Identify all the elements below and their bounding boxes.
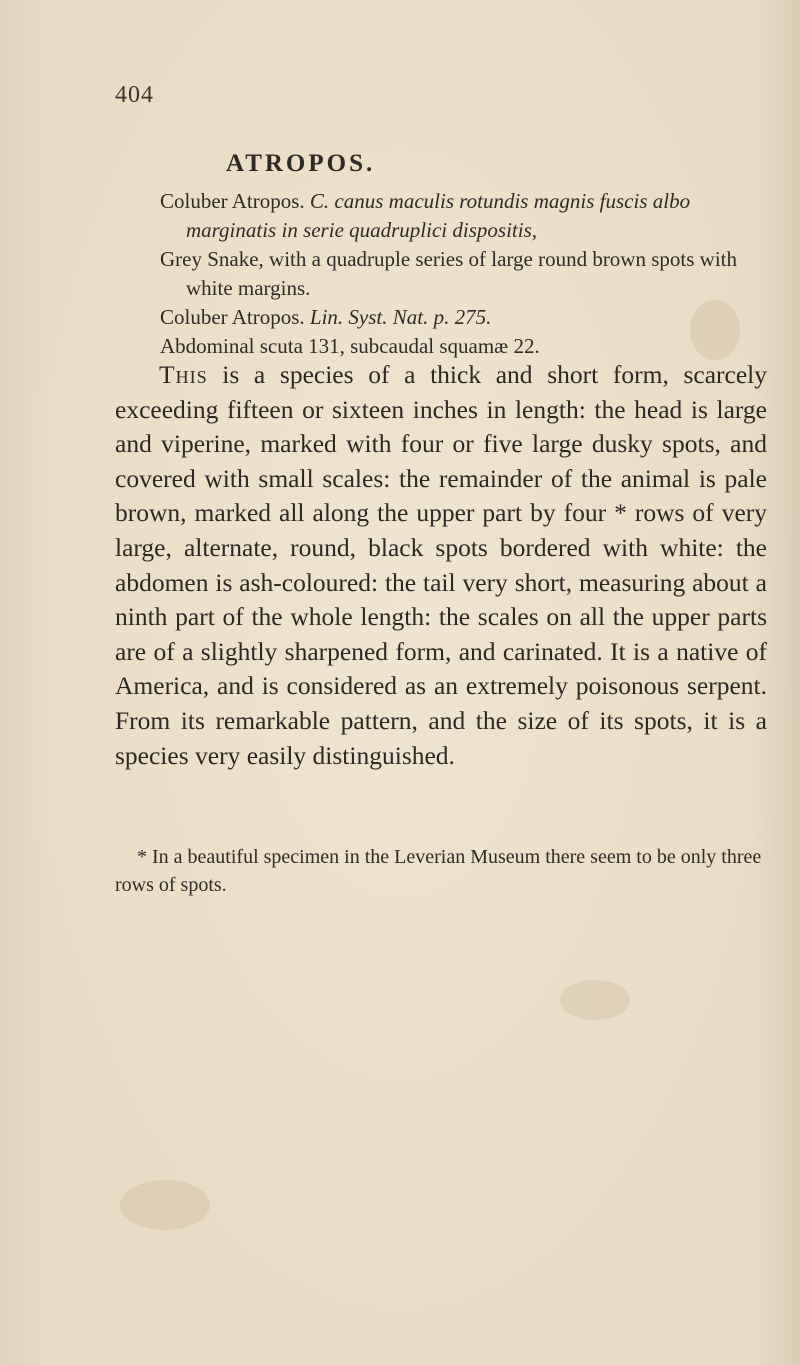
synonym-roman: Abdominal scuta 131, subcaudal squamæ 22. <box>160 334 540 358</box>
synonym-italic: Lin. Syst. Nat. p. 275. <box>309 305 492 329</box>
description-body <box>115 358 767 773</box>
synonym-entry <box>160 303 760 332</box>
running-title: ATROPOS. <box>226 150 376 177</box>
lead-word: This <box>159 360 208 389</box>
synonym-entry <box>160 332 760 361</box>
synonym-italic: C. canus maculis rotundis magnis fuscis albo marginatis in serie quadruplici dispositis, <box>186 189 691 242</box>
synonymy-block <box>160 187 760 361</box>
page-number: 404 <box>115 82 154 108</box>
synonym-entry <box>160 245 760 303</box>
synonym-roman: Coluber Atropos. <box>160 189 305 213</box>
description-paragraph <box>115 358 767 773</box>
footnote: * In a beautiful specimen in the Leverian Museum there seem to be only three rows of spots. <box>115 846 762 896</box>
synonym-roman: Grey Snake, with a quadruple series of large round brown spots with white margins. <box>160 247 737 300</box>
paper-stain <box>560 980 630 1020</box>
synonym-roman: Coluber Atropos. <box>160 305 305 329</box>
paper-stain <box>120 1180 210 1230</box>
paragraph-text: is a species of a thick and short form, scarcely exceeding fifteen or sixteen inches in length: the head is large and viperine, marked with four or five large dusky spots, and covered with small scales: the remainder of the animal is pale brown, marked all along the upper part by four * rows of very large, alternate, round, black spots bordered with white: the abdomen is ash-coloured: the tail very short, measuring about a ninth part of the whole length: the scales on all the upper parts are of a slightly sharpened form, and carinated. It is a native of America, and is considered as an extremely poisonous serpent. From its remarkable pattern, and the size of its spots, it is a species very easily distinguished. <box>115 360 768 770</box>
synonym-entry <box>160 187 760 245</box>
